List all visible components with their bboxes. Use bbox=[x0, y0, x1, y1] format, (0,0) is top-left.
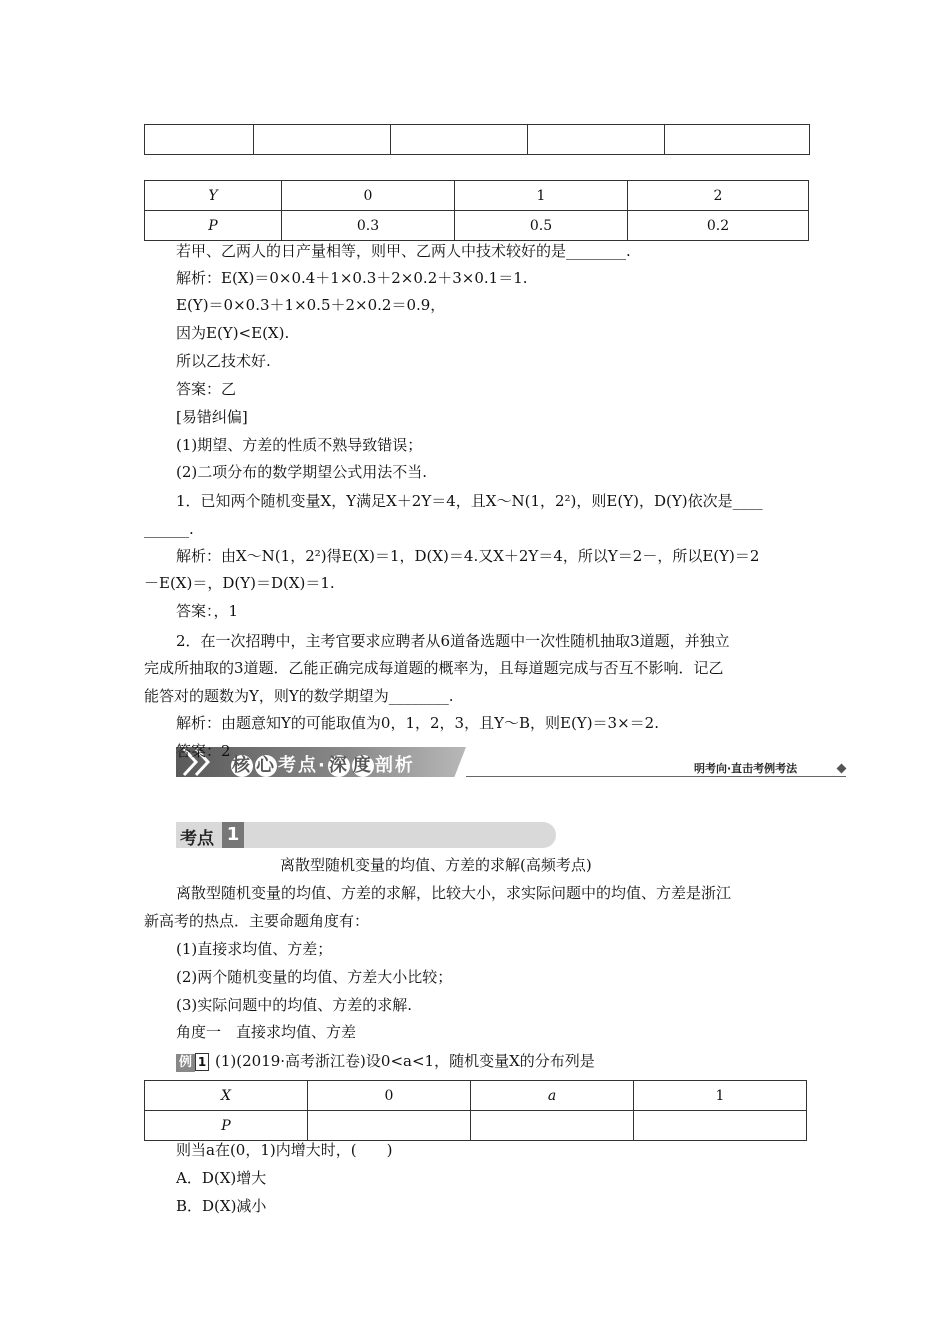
example-text: (1)(2019·高考浙江卷)设0<a<1，随机变量X的分布列是 bbox=[215, 1052, 595, 1070]
distribution-table-x bbox=[144, 1080, 807, 1141]
table-cell bbox=[254, 125, 391, 155]
example-label: 例 bbox=[176, 1054, 195, 1072]
table-cell: 2 bbox=[628, 181, 809, 211]
paragraph-line: 离散型随机变量的均值、方差的求解，比较大小，求实际问题中的均值、方差是浙江 bbox=[176, 884, 732, 902]
angle-heading: 角度一 直接求均值、方差 bbox=[176, 1023, 357, 1041]
topic-number: 1 bbox=[222, 822, 244, 848]
divider bbox=[466, 776, 846, 777]
section-heading: [易错纠偏] bbox=[176, 408, 248, 426]
problem-text: 1．已知两个随机变量X，Y满足X＋2Y＝4，且X～N(1，2²)，则E(Y)，D(Y)依次是____ bbox=[176, 492, 763, 510]
banner-char: 度 bbox=[352, 755, 373, 776]
banner-text-part: 剖析 bbox=[374, 755, 415, 776]
table-row bbox=[145, 181, 809, 211]
table-cell: a bbox=[471, 1081, 634, 1111]
banner-title bbox=[230, 751, 415, 777]
problem-text: 能答对的题数为Y，则Y的数学期望为________. bbox=[144, 687, 454, 705]
solution-line: 所以乙技术好. bbox=[176, 352, 271, 370]
table-cell: X bbox=[145, 1081, 308, 1111]
diamond-icon bbox=[837, 764, 847, 774]
distribution-table-y bbox=[144, 180, 809, 241]
table-row bbox=[145, 1111, 807, 1141]
table-cell bbox=[308, 1111, 471, 1141]
solution-line: 解析：由X～N(1，2²)得E(X)＝1，D(X)＝4.又X＋2Y＝4，所以Y＝2－，所以E(Y)＝2 bbox=[176, 547, 760, 565]
question-text: 若甲、乙两人的日产量相等，则甲、乙两人中技术较好的是________. bbox=[176, 242, 631, 260]
table-cell bbox=[665, 125, 810, 155]
list-item: (3)实际问题中的均值、方差的求解. bbox=[176, 996, 413, 1014]
banner-char: 深 bbox=[328, 755, 349, 776]
table-cell: 0.5 bbox=[455, 211, 628, 241]
problem-text: 完成所抽取的3道题．乙能正确完成每道题的概率为，且每道题完成与否互不影响．记乙 bbox=[144, 659, 724, 677]
table-cell: P bbox=[145, 1111, 308, 1141]
list-item: (1)期望、方差的性质不熟导致错误； bbox=[176, 436, 423, 454]
table-cell: 0.2 bbox=[628, 211, 809, 241]
option-a: A．D(X)增大 bbox=[176, 1169, 267, 1187]
solution-line: 因为E(Y)<E(X). bbox=[176, 324, 290, 342]
table-cell bbox=[145, 125, 254, 155]
table-cell: 0.3 bbox=[282, 211, 455, 241]
banner-subtitle: 明考向·直击考例考法 bbox=[694, 762, 798, 775]
table-cell bbox=[471, 1111, 634, 1141]
solution-line: E(Y)＝0×0.3＋1×0.5＋2×0.2＝0.9， bbox=[176, 296, 446, 314]
option-b: B．D(X)减小 bbox=[176, 1197, 267, 1215]
topic-title: 离散型随机变量的均值、方差的求解(高频考点) bbox=[280, 856, 592, 874]
table-row bbox=[145, 125, 810, 155]
table-row bbox=[145, 1081, 807, 1111]
answer-line: 答案：2 bbox=[176, 742, 231, 760]
example-line bbox=[176, 1051, 595, 1072]
question-text: 则当a在(0，1)内增大时，( ) bbox=[176, 1141, 393, 1159]
list-item: (2)两个随机变量的均值、方差大小比较； bbox=[176, 968, 453, 986]
solution-line: 解析：E(X)＝0×0.4＋1×0.3＋2×0.2＋3×0.1＝1. bbox=[176, 269, 528, 287]
table-cell: 1 bbox=[634, 1081, 807, 1111]
table-cell bbox=[391, 125, 528, 155]
table-cell bbox=[634, 1111, 807, 1141]
list-item: (1)直接求均值、方差； bbox=[176, 940, 333, 958]
banner-char: 核 bbox=[232, 755, 252, 776]
problem-text: 2．在一次招聘中，主考官要求应聘者从6道备选题中一次性随机抽取3道题，并独立 bbox=[176, 632, 730, 650]
banner-text-part: 考点· bbox=[278, 755, 327, 776]
table-cell bbox=[528, 125, 665, 155]
table-cell: 1 bbox=[455, 181, 628, 211]
table-cell: Y bbox=[145, 181, 282, 211]
table-cell: P bbox=[145, 211, 282, 241]
solution-line: －E(X)＝，D(Y)＝D(X)＝1. bbox=[144, 574, 335, 592]
answer-line: 答案：，1 bbox=[176, 602, 239, 620]
table-row bbox=[145, 211, 809, 241]
answer-line: 答案：乙 bbox=[176, 380, 237, 398]
top-table bbox=[144, 124, 810, 155]
example-number: 1 bbox=[195, 1053, 209, 1071]
banner-char: 心 bbox=[256, 755, 276, 776]
topic-label: 考点 bbox=[180, 829, 214, 849]
table-cell: 0 bbox=[308, 1081, 471, 1111]
problem-text: ______. bbox=[144, 520, 194, 538]
table-cell: 0 bbox=[282, 181, 455, 211]
list-item: (2)二项分布的数学期望公式用法不当. bbox=[176, 463, 428, 481]
paragraph-line: 新高考的热点．主要命题角度有： bbox=[144, 912, 370, 930]
solution-line: 解析：由题意知Y的可能取值为0，1，2，3，且Y～B，则E(Y)＝3×＝2. bbox=[176, 714, 659, 732]
